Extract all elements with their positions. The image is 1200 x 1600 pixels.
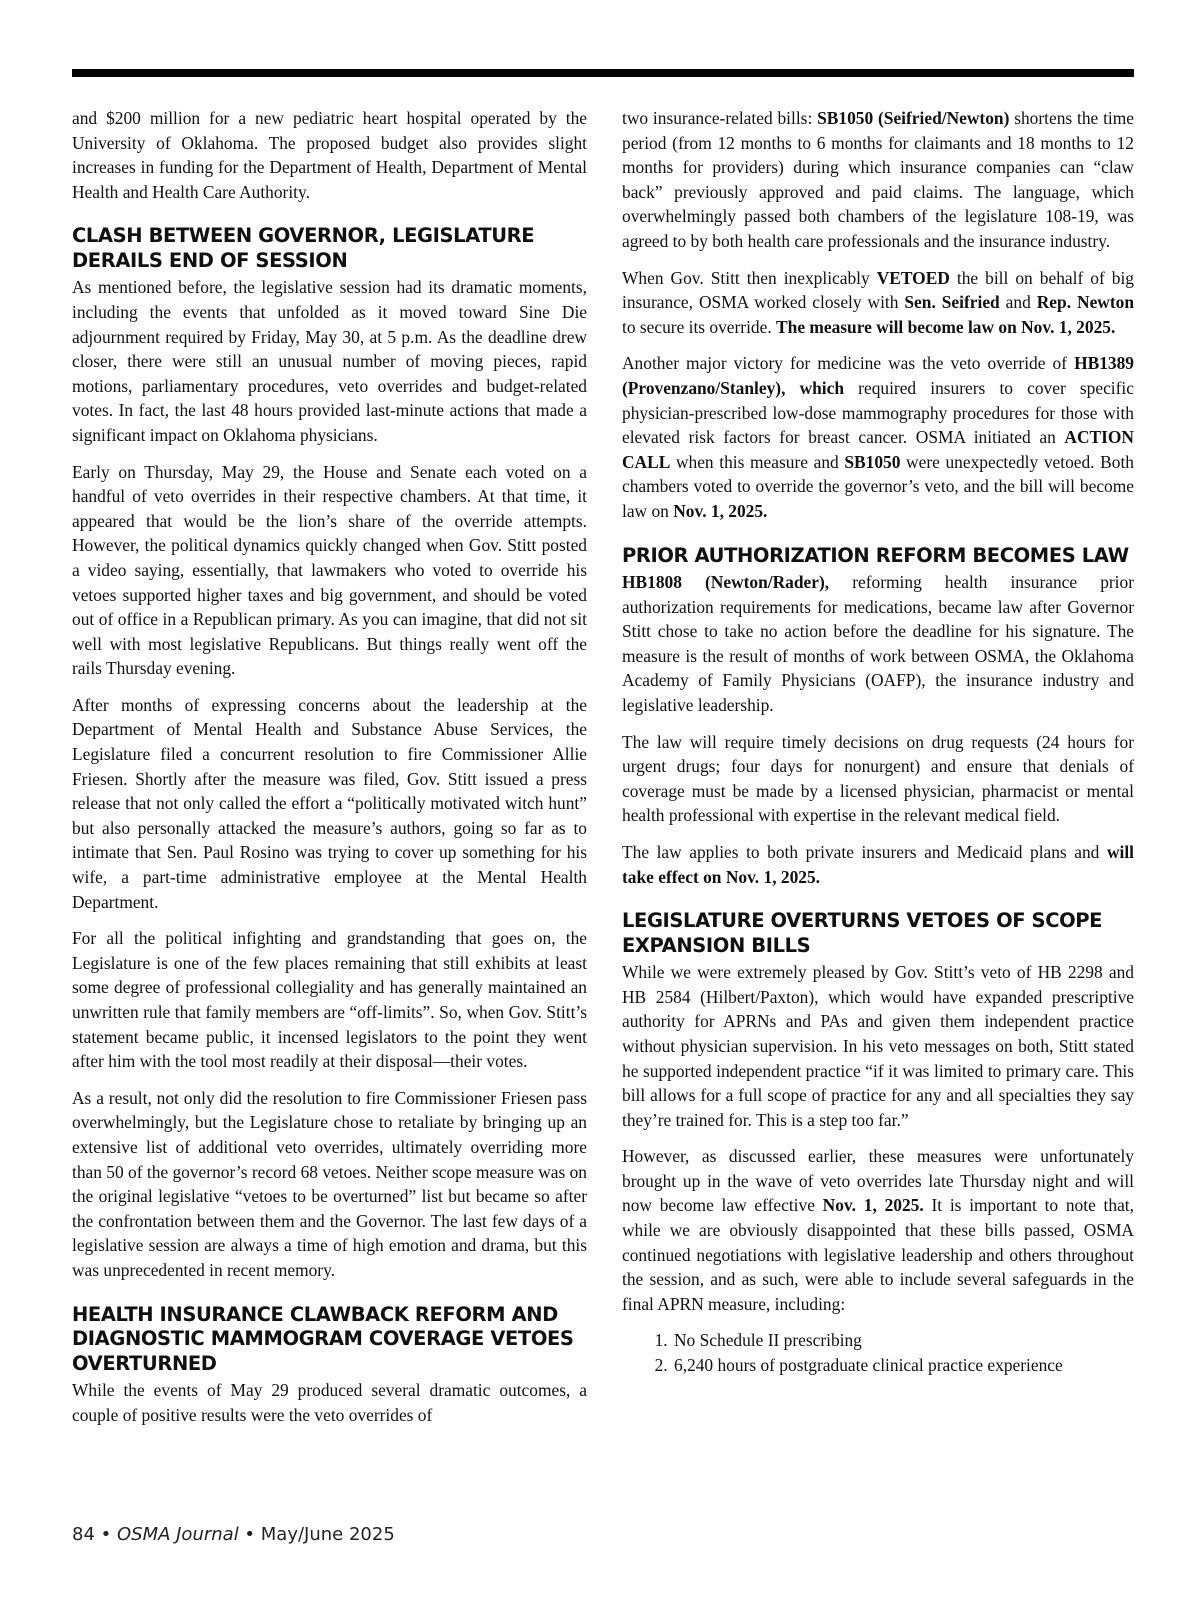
paragraph-clash-4: For all the political infighting and grandstanding that goes on, the Legislature is one of the few places remaining that still exhibits at least some degree of professional collegiality and has generally maintained an unwritten rule that family members are “off-limits”. So, when Gov. Stitt’s statement became public, it incensed legislators to the point they went after him with the tool most readily at their disposal—their votes. [72, 928, 587, 1072]
heading-scope: LEGISLATURE OVERTURNS VETOES OF SCOPE EXPANSION BILLS [622, 909, 1103, 957]
paragraph-veto: When Gov. Stitt then inexplicably VETOED the bill on behalf of big insurance, OSMA worked closely with Sen. Seifried and Rep. Newton to secure its override. The measure will become law on Nov. 1, 2025. [622, 267, 1134, 337]
issue-date: May/June 2025 [260, 1524, 395, 1545]
left-column [72, 106, 587, 1439]
paragraph-prior-1: HB1808 (Newton/Rader), reforming health insurance prior authorization requirements for medications, became law after Governor Stitt chose to take no action before the deadline for his signature. The measure is the result of months of work between OSMA, the Oklahoma Academy of Family Physicians (OAFP), the insurance industry and legislative leadership. [622, 572, 1134, 715]
paragraph-scope-1: While we were extremely pleased by Gov. Stitt’s veto of HB 2298 and HB 2584 (Hilbert/Paxton), which would have expanded prescriptive authority for APRNs and PAs and given them independent practice without physician supervision. In his veto messages on both, Stitt stated he supported independent practice “if it was limited to primary care. This bill allows for a full scope of practice for any and all specialties they say they’re trained for. This is a step too far.” [622, 962, 1134, 1130]
list-item: 1. No Schedule II prescribing [672, 1328, 1134, 1353]
paragraph-sb1050: two insurance-related bills: SB1050 (Seifried/Newton) shortens the time period (from 12 months to 6 months for claimants and 18 months to 12 months for providers) during which insurance companies can “claw back” previously approved and paid claims. The language, which overwhelmingly passed both chambers of the legislature 108-19, was agreed to by both health care professionals and the insurance industry. [622, 108, 1134, 251]
page-number: 84 [72, 1524, 95, 1545]
paragraph-prior-2: The law will require timely decisions on drug requests (24 hours for urgent drugs; four days for nonurgent) and ensure that denials of coverage must be made by a licensed physician, pharmacist or mental health professional with expertise in the relevant medical field. [622, 731, 1134, 826]
paragraph-hb1389: Another major victory for medicine was the veto override of HB1389 (Provenzano/Stanley), which required insurers to cover specific physician-prescribed low-dose mammography procedures for those with elevated risk factors for breast cancer. OSMA initiated an ACTION CALL when this measure and SB1050 were unexpectedly vetoed. Both chambers voted to override the governor’s veto, and the bill will become law on Nov. 1, 2025. [622, 353, 1134, 521]
paragraph-clawback-1: While the events of May 29 produced several dramatic outcomes, a couple of positive results were the veto overrides of [72, 1380, 587, 1425]
top-rule [72, 69, 1134, 77]
heading-prior-authorization: PRIOR AUTHORIZATION REFORM BECOMES LAW [622, 543, 1129, 567]
page-footer: 84 • OSMA Journal • May/June 2025 [72, 1524, 395, 1545]
safeguards-list [622, 1328, 1134, 1377]
paragraph-prior-3: The law applies to both private insurers and Medicaid plans and will take effect on Nov. 1, 2025. [622, 841, 1134, 887]
paragraph-clash-3: After months of expressing concerns about the leadership at the Department of Mental Health and Substance Abuse Services, the Legislature filed a concurrent resolution to fire Commissioner Allie Friesen. Shortly after the measure was filed, Gov. Stitt issued a press release that not only called the effort a “politically motivated witch hunt” but also personally attacked the measure’s authors, going so far as to intimate that Sen. Paul Rosino was trying to cover up something for his wife, a part-time administrative employee at the Mental Health Department. [72, 694, 587, 912]
right-column [622, 106, 1134, 1378]
list-item: 2. 6,240 hours of postgraduate clinical practice experience [672, 1353, 1134, 1378]
paragraph-intro: and $200 million for a new pediatric heart hospital operated by the University of Oklahoma. The proposed budget also provides slight increases in funding for the Department of Health, Department of Mental Health and Health Care Authority. [72, 108, 587, 202]
journal-name: OSMA Journal [116, 1524, 239, 1545]
paragraph-clash-5: As a result, not only did the resolution to fire Commissioner Friesen pass overwhelmingly, but the Legislature chose to retaliate by bringing up an extensive list of additional veto overrides, ultimately overriding more than 50 of the governor’s record 68 vetoes. Neither scope measure was on the original legislative “vetoes to be overturned” list but became so after the confrontation between them and the Governor. The last few days of a legislative session are always a time of high emotion and drama, but this was unprecedented in recent memory. [72, 1087, 587, 1280]
paragraph-clash-1: As mentioned before, the legislative session had its dramatic moments, including the events that unfolded as it moved toward Sine Die adjournment required by Friday, May 30, at 5 p.m. As the deadline drew closer, there were still an unusual number of moving pieces, rapid motions, parliamentary procedures, veto overrides and budget-related votes. In fact, the last 48 hours provided last-minute actions that made a significant impact on Oklahoma physicians. [72, 277, 587, 445]
heading-clash: CLASH BETWEEN GOVERNOR, LEGISLATURE DERAILS END OF SESSION [72, 224, 535, 272]
bill-sb1050: SB1050 (Seifried/Newton) [817, 108, 1010, 128]
heading-clawback: HEALTH INSURANCE CLAWBACK REFORM AND DIAGNOSTIC MAMMOGRAM COVERAGE VETOES OVERTURNED [72, 1302, 574, 1375]
paragraph-clash-2: Early on Thursday, May 29, the House and Senate each voted on a handful of veto overrides in their respective chambers. At that time, it appeared that would be the lion’s share of the override attempts. However, the political dynamics quickly changed when Gov. Stitt posted a video saying, essentially, that lawmakers who voted to override his vetoes supported higher taxes and big government, and should be voted out of office in a Republican primary. As you can imagine, that did not sit well with most legislative Republicans. But things really went off the rails Thursday evening. [72, 461, 587, 679]
paragraph-scope-2: However, as discussed earlier, these measures were unfortunately brought up in the wave of veto overrides late Thursday night and will now become law effective Nov. 1, 2025. It is important to note that, while we are obviously disappointed that these bills passed, OSMA continued negotiations with legislative leadership and others throughout the session, and as such, were able to include several safeguards in the final APRN measure, including: [622, 1146, 1134, 1314]
